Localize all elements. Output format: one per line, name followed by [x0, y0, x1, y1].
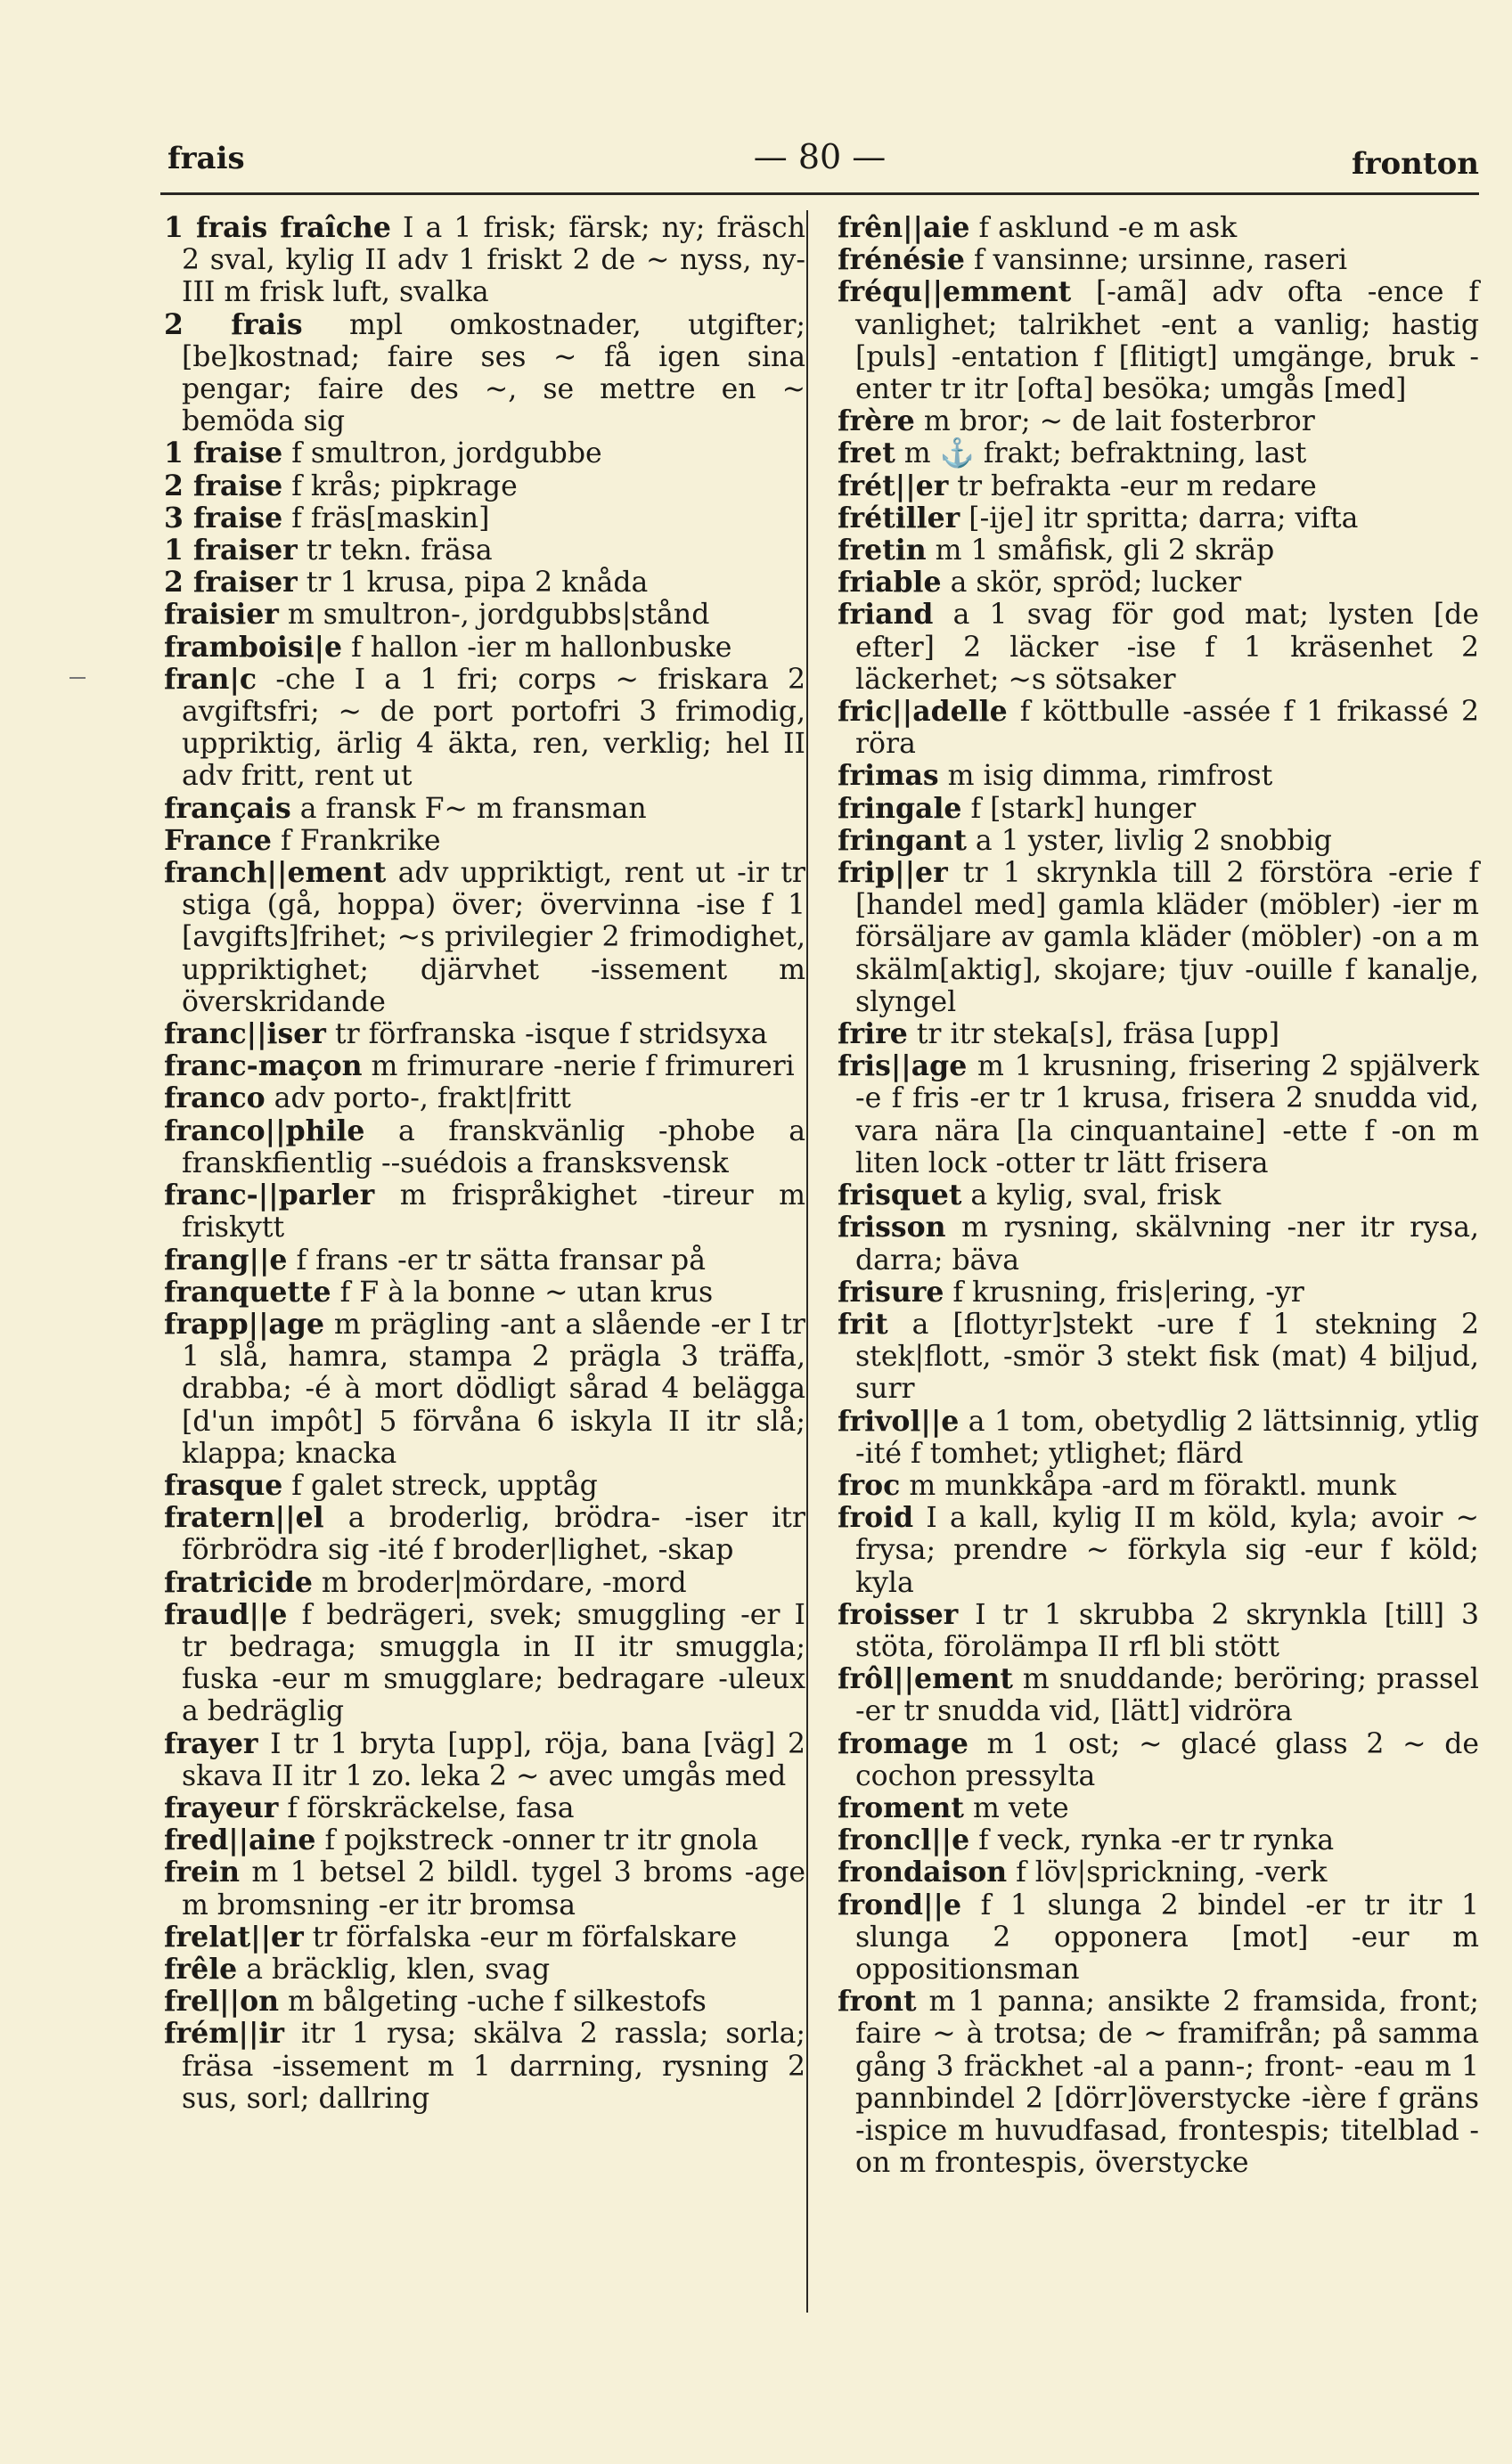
entry-headword: frire — [838, 1017, 908, 1051]
entry-headword: 1 fraiser — [164, 534, 298, 567]
entry-definition: m vete — [963, 1791, 1069, 1824]
entry-headword: friand — [838, 598, 934, 632]
entry-definition: f asklund -e m ask — [969, 212, 1238, 244]
entry-headword: fred||aine — [164, 1824, 316, 1857]
entry-headword: franc-maçon — [164, 1049, 363, 1083]
entry-definition: f veck, rynka -er tr rynka — [969, 1824, 1335, 1857]
dictionary-entry — [838, 1212, 1479, 1276]
entry-definition: a [flottyr]stekt -ure f 1 stekning 2 stek|flott, -smör 3 stekt fisk (mat) 4 biljud, surr — [855, 1308, 1479, 1406]
dictionary-entry — [164, 1567, 805, 1599]
dictionary-entry — [164, 1599, 805, 1728]
entry-headword: frêle — [164, 1952, 238, 1986]
dictionary-entry — [838, 502, 1479, 534]
entry-definition: a broderlig, brödra- -iser itr förbrödra sig -ité f broder|lighet, -skap — [182, 1502, 805, 1567]
entry-definition: a 1 svag för god mat; lysten [de efter] 2 läcker -ise f 1 kräsenhet 2 läckerhet; ~s sötsaker — [855, 599, 1479, 696]
entry-headword: fringant — [838, 823, 967, 857]
page-header — [160, 134, 1479, 187]
dictionary-entry — [838, 696, 1479, 760]
entry-definition: m 1 krusning, frisering 2 spjälverk -e f fris -er tr 1 krusa, frisera 2 snudda vid, vara nära [la cinquantaine] -ette f -on m liten lock -otter tr lätt frisera — [855, 1050, 1479, 1179]
entry-definition: f [stark] hunger — [961, 792, 1197, 825]
entry-headword: frelat||er — [164, 1920, 304, 1954]
entry-definition: tr 1 krusa, pipa 2 knåda — [297, 567, 649, 600]
entry-headword: franch||ement — [164, 856, 387, 890]
entry-headword: franquette — [164, 1275, 331, 1309]
entry-definition: I a 1 frisk; färsk; ny; fräsch 2 sval, kylig II adv 1 friskt 2 de ~ nyss, ny- III m frisk luft, svalka — [182, 212, 805, 309]
entry-definition: f hallon -ier m hallonbuske — [342, 631, 732, 664]
header-rule — [160, 192, 1479, 195]
dictionary-entry — [838, 1018, 1479, 1050]
entry-definition: tr 1 skrynkla till 2 förstöra -erie f [handel med] gamla kläder (möbler) -ier m försäljare av gamla kläder (möbler) -on a m skälm[aktig], skojare; tjuv -ouille f kanalje, slyngel — [855, 857, 1479, 1018]
entry-definition: f köttbulle -assée f 1 frikassé 2 röra — [855, 696, 1479, 761]
entry-definition: f frans -er tr sätta fransar på — [287, 1244, 706, 1277]
entry-definition: tr förfalska -eur m förfalskare — [303, 1921, 738, 1954]
dictionary-entry — [164, 1050, 805, 1082]
entry-headword: froment — [838, 1791, 964, 1824]
dictionary-entry — [838, 1663, 1479, 1727]
dictionary-entry — [164, 1309, 805, 1470]
dictionary-entry — [164, 1470, 805, 1502]
entry-definition: [-amã] adv ofta -ence f vanlighet; talrikhet -ent a vanlig; hastig [puls] -entation f [flitigt] umgänge, bruk -enter tr itr [ofta] besöka; umgås [med] — [855, 276, 1479, 406]
dictionary-entry — [838, 1179, 1479, 1212]
entry-headword: 2 frais — [164, 307, 303, 341]
dictionary-entry — [838, 405, 1479, 437]
entry-headword: frém||ir — [164, 2017, 284, 2051]
entry-headword: frond||e — [838, 1888, 962, 1921]
entry-definition: tr tekn. fräsa — [297, 534, 493, 567]
entry-headword: 3 fraise — [164, 501, 283, 534]
entry-definition: mpl omkostnader, utgifter; [be]kostnad; faire ses ~ få igen sina pengar; faire des ~, se mettre en ~ bemöda sig — [182, 308, 805, 438]
entry-headword: froid — [838, 1501, 914, 1535]
entry-headword: 2 fraise — [164, 469, 283, 502]
entry-definition: m rysning, skälvning -ner itr rysa, darra; bäva — [855, 1212, 1479, 1277]
dictionary-entry — [164, 1502, 805, 1566]
entry-headword: friable — [838, 566, 942, 600]
dictionary-entry — [164, 664, 805, 793]
entry-definition: itr 1 rysa; skälva 2 rassla; sorla; fräsa -issement m 1 darrning, rysning 2 sus, sorl; dallring — [182, 2018, 805, 2115]
entry-headword: froisser — [838, 1597, 959, 1631]
entry-definition: m 1 ost; ~ glacé glass 2 ~ de cochon pressylta — [855, 1727, 1479, 1792]
dictionary-entry — [838, 1599, 1479, 1663]
dictionary-entry — [838, 1502, 1479, 1599]
page-number: — 80 — — [753, 137, 887, 176]
dictionary-entry — [838, 1986, 1479, 2179]
right-column — [838, 212, 1479, 2179]
entry-definition: a fransk F~ m fransman — [290, 792, 647, 825]
dictionary-entry — [164, 632, 805, 664]
entry-definition: -che I a 1 fri; corps ~ friskara 2 avgiftsfri; ~ de port portofri 3 frimodig, uppriktig, ärlig 4 äkta, ren, verklig; hel II adv fritt, rent ut — [182, 663, 805, 793]
entry-headword: frel||on — [164, 1985, 279, 2019]
dictionary-entry — [838, 1470, 1479, 1502]
entry-headword: frère — [838, 404, 915, 438]
entry-headword: français — [164, 791, 291, 825]
entry-definition: a 1 yster, livlig 2 snobbig — [966, 824, 1332, 857]
entry-definition: m frispråkighet -tireur m friskytt — [182, 1179, 805, 1244]
entry-definition: a kylig, sval, frisk — [961, 1179, 1222, 1212]
entry-headword: frit — [838, 1307, 888, 1341]
left-column — [164, 212, 805, 2115]
entry-definition: [-ije] itr spritta; darra; vifta — [960, 502, 1359, 534]
entry-headword: 1 frais fraîche — [164, 211, 391, 244]
entry-definition: adv porto-, frakt|fritt — [265, 1082, 571, 1115]
entry-headword: frénésie — [838, 243, 965, 277]
entry-headword: fric||adelle — [838, 695, 1008, 729]
dictionary-entry — [838, 244, 1479, 276]
entry-headword: frapp||age — [164, 1307, 325, 1341]
dictionary-entry — [838, 793, 1479, 825]
entry-headword: froc — [838, 1468, 901, 1502]
entry-definition: a 1 tom, obetydlig 2 lättsinnig, ytlig -ité f tomhet; ytlighet; flärd — [855, 1405, 1479, 1470]
dictionary-entry — [164, 437, 805, 469]
entry-definition: tr itr steka[s], fräsa [upp] — [907, 1018, 1280, 1051]
dictionary-entry — [838, 1889, 1479, 1987]
entry-definition: f bedrägeri, svek; smuggling -er I tr bedraga; smuggla in II itr smuggla; fuska -eur m smugglare; bedragare -uleux a bedräglig — [182, 1598, 805, 1728]
entry-definition: f krås; pipkrage — [282, 469, 518, 502]
entry-definition: m munkkåpa -ard m föraktl. munk — [900, 1469, 1396, 1502]
dictionary-entry — [838, 599, 1479, 696]
dictionary-entry — [164, 1082, 805, 1114]
entry-headword: frên||aie — [838, 211, 970, 244]
entry-definition: f pojkstreck -onner tr itr gnola — [315, 1824, 759, 1857]
entry-headword: front — [838, 1985, 917, 2019]
dictionary-entry — [164, 502, 805, 534]
dictionary-entry — [838, 437, 1479, 469]
entry-headword: frivol||e — [838, 1404, 960, 1438]
dictionary-entry — [838, 1824, 1479, 1856]
dictionary-entry — [164, 534, 805, 567]
entry-headword: franco — [164, 1081, 266, 1115]
entry-definition: tr förfranska -isque f stridsyxa — [325, 1018, 768, 1051]
entry-definition: m 1 betsel 2 bildl. tygel 3 broms -age m bromsning -er itr bromsa — [182, 1856, 805, 1921]
dictionary-entry — [838, 1277, 1479, 1309]
entry-headword: France — [164, 823, 272, 857]
dictionary-entry — [838, 760, 1479, 792]
dictionary-entry — [838, 276, 1479, 405]
dictionary-entry — [838, 1856, 1479, 1889]
entry-headword: fret — [838, 437, 895, 470]
dictionary-entry — [164, 1244, 805, 1277]
dictionary-entry — [838, 1309, 1479, 1406]
entry-headword: 1 fraise — [164, 437, 283, 470]
entry-headword: franc||iser — [164, 1017, 326, 1051]
dictionary-entry — [838, 534, 1479, 567]
dictionary-entry — [164, 2018, 805, 2115]
entry-definition: m isig dimma, rimfrost — [938, 760, 1273, 793]
dictionary-entry — [164, 1277, 805, 1309]
dictionary-entry — [164, 1115, 805, 1179]
dictionary-entry — [838, 825, 1479, 857]
dictionary-entry — [838, 1406, 1479, 1470]
entry-headword: frisure — [838, 1275, 944, 1309]
entry-headword: fraisier — [164, 598, 279, 632]
entry-definition: f fräs[maskin] — [282, 502, 490, 534]
entry-definition: m frimurare -nerie f frimureri — [362, 1050, 795, 1083]
entry-definition: m snuddande; beröring; prassel -er tr snudda vid, [lätt] vidröra — [855, 1663, 1479, 1728]
entry-headword: franco||phile — [164, 1114, 365, 1147]
entry-headword: 2 fraiser — [164, 566, 298, 600]
dictionary-entry — [838, 470, 1479, 502]
entry-definition: m 1 småfisk, gli 2 skräp — [926, 534, 1275, 567]
first-headword: frais — [168, 141, 245, 176]
entry-definition: m broder|mördare, -mord — [312, 1566, 687, 1599]
entry-definition: a bräcklig, klen, svag — [237, 1953, 551, 1986]
column-divider — [806, 210, 808, 2313]
entry-headword: fringale — [838, 791, 962, 825]
entry-definition: f krusning, fris|ering, -yr — [944, 1276, 1304, 1309]
entry-definition: m 1 panna; ansikte 2 framsida, front; faire ~ à trotsa; de ~ framifrån; på samma gång 3 fräckhet -al a pann-; front- -eau m 1 pannbindel 2 [dörr]överstycke -ière f gräns -ispice m huvudfasad, frontespis; titelblad -on m frontespis, överstycke — [855, 1986, 1479, 2180]
dictionary-entry — [838, 1050, 1479, 1179]
entry-headword: fraud||e — [164, 1597, 288, 1631]
dictionary-entry — [838, 1792, 1479, 1824]
entry-headword: fréqu||emment — [838, 275, 1072, 309]
dictionary-entry — [164, 309, 805, 438]
dictionary-entry — [164, 470, 805, 502]
entry-definition: m bror; ~ de lait fosterbror — [914, 405, 1315, 438]
entry-headword: frisquet — [838, 1179, 962, 1212]
entry-headword: frein — [164, 1856, 241, 1889]
entry-definition: f smultron, jordgubbe — [282, 437, 602, 470]
dictionary-entry — [164, 1986, 805, 2018]
entry-definition: I tr 1 bryta [upp], röja, bana [väg] 2 skava II itr 1 zo. leka 2 ~ avec umgås med — [182, 1727, 805, 1792]
entry-headword: frôl||ement — [838, 1662, 1013, 1696]
dictionary-entry — [164, 599, 805, 631]
dictionary-entry — [164, 567, 805, 599]
dictionary-entry — [164, 1792, 805, 1824]
dictionary-entry — [164, 1018, 805, 1050]
dictionary-entry — [838, 1728, 1479, 1792]
dictionary-entry — [164, 1728, 805, 1792]
entry-headword: frip||er — [838, 856, 948, 890]
margin-mark — [69, 677, 86, 679]
entry-headword: frisson — [838, 1211, 946, 1244]
entry-headword: franc-||parler — [164, 1179, 375, 1212]
entry-headword: fratricide — [164, 1565, 313, 1599]
dictionary-entry — [838, 567, 1479, 599]
entry-headword: fromage — [838, 1726, 968, 1760]
dictionary-entry — [164, 825, 805, 857]
dictionary-entry — [164, 857, 805, 1018]
entry-headword: frayeur — [164, 1791, 279, 1824]
entry-definition: m bålgeting -uche f silkestofs — [278, 1986, 707, 2019]
entry-headword: fratern||el — [164, 1501, 324, 1535]
entry-headword: froncl||e — [838, 1824, 970, 1857]
entry-definition: f förskräckelse, fasa — [278, 1791, 575, 1824]
entry-definition: f löv|sprickning, -verk — [1007, 1856, 1328, 1889]
dictionary-entry — [164, 793, 805, 825]
dictionary-entry — [164, 1921, 805, 1954]
dictionary-entry — [164, 1954, 805, 1986]
entry-definition: f galet streck, upptåg — [282, 1469, 598, 1502]
entry-definition: f 1 slunga 2 bindel -er tr itr 1 slunga 2 opponera [mot] -eur m oppositionsman — [855, 1889, 1479, 1986]
last-headword: fronton — [1351, 146, 1479, 182]
entry-headword: frétiller — [838, 501, 960, 534]
entry-definition: f vansinne; ursinne, raseri — [964, 244, 1348, 277]
entry-headword: frondaison — [838, 1856, 1008, 1889]
entry-definition: a skör, spröd; lucker — [941, 567, 1242, 600]
entry-definition: tr befrakta -eur m redare — [948, 469, 1317, 502]
dictionary-entry — [164, 1179, 805, 1244]
entry-definition: adv uppriktigt, rent ut -ir tr stiga (gå, hoppa) över; övervinna -ise f 1 [avgifts]frihet; ~s privilegier 2 frimodighet, uppriktighet; djärvhet -issement m överskridande — [182, 857, 805, 1018]
entry-definition: f F à la bonne ~ utan krus — [331, 1276, 714, 1309]
entry-headword: frét||er — [838, 469, 949, 502]
entry-headword: framboisi|e — [164, 630, 343, 664]
entry-headword: fris||age — [838, 1049, 968, 1083]
dictionary-entry — [164, 1824, 805, 1856]
entry-headword: frayer — [164, 1726, 258, 1760]
entry-definition: f Frankrike — [271, 824, 441, 857]
entry-definition: m ⚓ frakt; befraktning, last — [895, 437, 1307, 470]
entry-definition: m smultron-, jordgubbs|stånd — [278, 599, 710, 632]
entry-headword: frimas — [838, 759, 939, 793]
dictionary-entry — [164, 212, 805, 309]
entry-definition: I a kall, kylig II m köld, kyla; avoir ~ frysa; prendre ~ förkyla sig -eur f köld; kyla — [855, 1502, 1479, 1599]
entry-headword: fran|c — [164, 662, 257, 696]
entry-definition: I tr 1 skrubba 2 skrynkla [till] 3 stöta, förolämpa II rfl bli stött — [855, 1598, 1479, 1663]
entry-headword: fretin — [838, 534, 927, 567]
entry-headword: frang||e — [164, 1243, 288, 1277]
dictionary-entry — [164, 1856, 805, 1921]
dictionary-entry — [838, 857, 1479, 1018]
entry-definition: a franskvänlig -phobe a franskfientlig --suédois a fransksvensk — [182, 1114, 805, 1179]
dictionary-entry — [838, 212, 1479, 244]
entry-definition: m prägling -ant a slående -er I tr 1 slå, hamra, stampa 2 prägla 3 träffa, drabba; -é à mort dödligt sårad 4 belägga [d'un impôt] 5 förvåna 6 iskyla II itr slå; klappa; knacka — [182, 1308, 805, 1470]
entry-headword: frasque — [164, 1468, 283, 1502]
